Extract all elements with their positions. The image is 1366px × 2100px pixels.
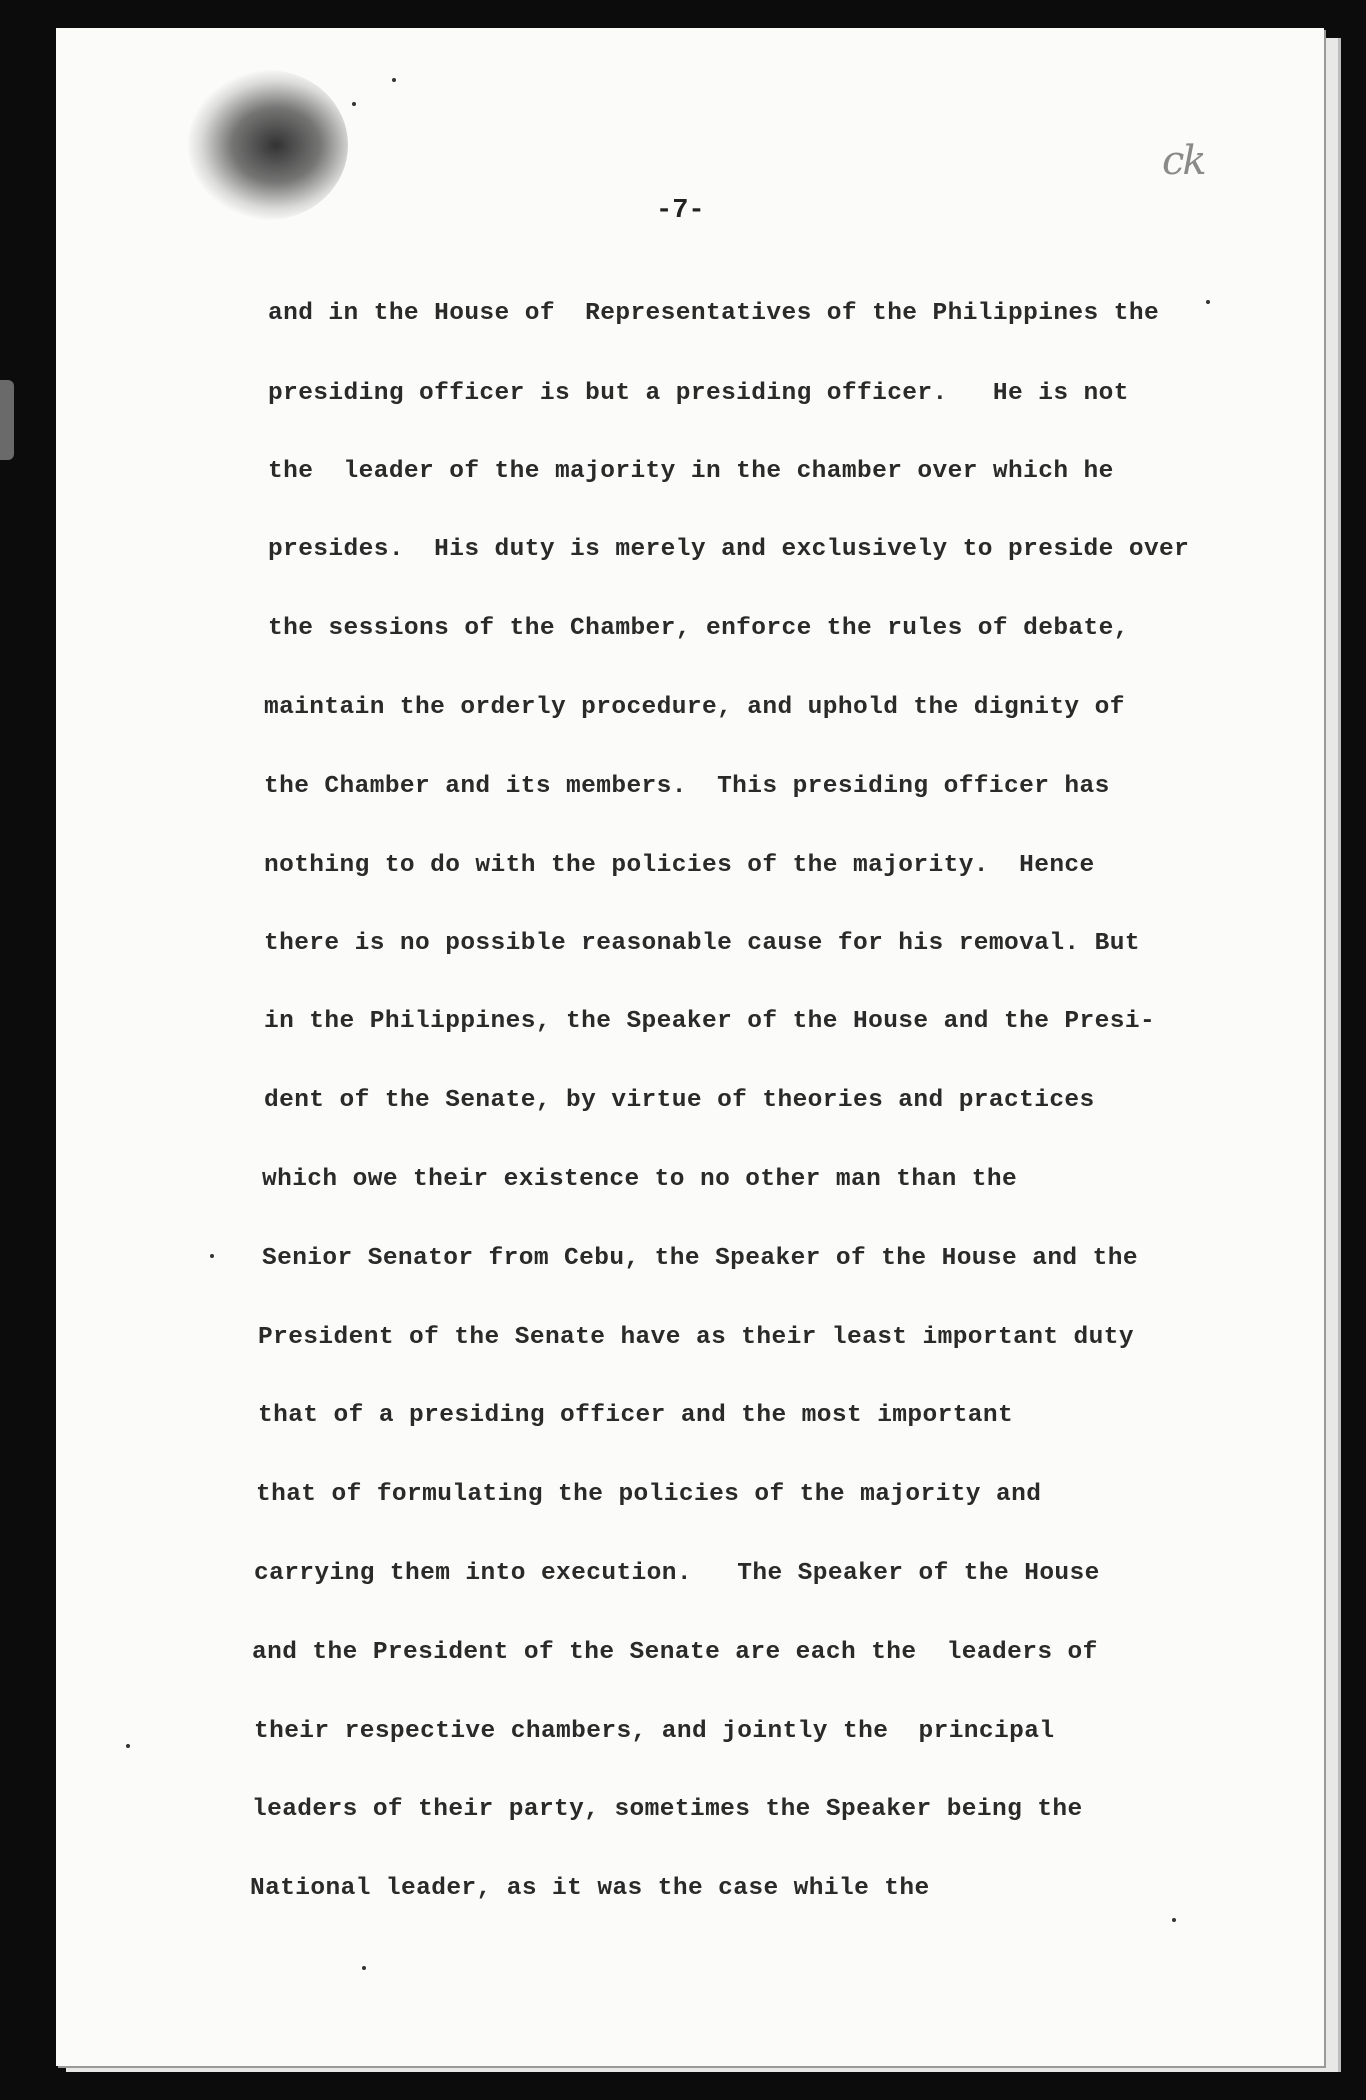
text-line: National leader, as it was the case while the — [250, 1875, 930, 1902]
text-line: carrying them into execution. The Speaker of the House — [254, 1560, 1100, 1587]
speck — [210, 1254, 214, 1258]
speck — [1206, 300, 1210, 304]
text-line: and in the House of Representatives of the Philippines the — [268, 300, 1160, 327]
text-line: which owe their existence to no other man than the — [262, 1166, 1018, 1193]
text-line: dent of the Senate, by virtue of theories and practices — [264, 1087, 1095, 1114]
document-page — [56, 28, 1324, 2066]
speck — [1172, 1918, 1176, 1922]
text-line: presides. His duty is merely and exclusively to preside over — [268, 536, 1190, 563]
speck — [126, 1744, 130, 1748]
text-line: leaders of their party, sometimes the Speaker being the — [252, 1796, 1083, 1823]
speck — [392, 78, 396, 82]
text-line: the sessions of the Chamber, enforce the rules of debate, — [268, 615, 1129, 642]
text-line: and the President of the Senate are each the leaders of — [252, 1639, 1098, 1666]
text-line: that of a presiding officer and the most important — [258, 1402, 1014, 1429]
text-line: the Chamber and its members. This presiding officer has — [264, 773, 1110, 800]
text-line: Senior Senator from Cebu, the Speaker of the House and the — [262, 1245, 1138, 1272]
text-line: the leader of the majority in the chamber over which he — [268, 458, 1114, 485]
text-line: nothing to do with the policies of the majority. Hence — [264, 852, 1095, 879]
text-line: President of the Senate have as their least important duty — [258, 1324, 1134, 1351]
text-line: there is no possible reasonable cause for his removal. But — [264, 930, 1140, 957]
ink-smudge — [188, 70, 348, 220]
text-line: their respective chambers, and jointly the principal — [254, 1718, 1055, 1745]
text-line: presiding officer is but a presiding officer. He is not — [268, 380, 1129, 407]
binding-clip — [0, 380, 14, 460]
text-line: that of formulating the policies of the majority and — [256, 1481, 1042, 1508]
corner-handwritten-mark: ck — [1162, 138, 1205, 184]
text-line: maintain the orderly procedure, and uphold the dignity of — [264, 694, 1125, 721]
page-number: -7- — [656, 196, 705, 226]
speck — [362, 1966, 366, 1970]
speck — [352, 102, 356, 106]
text-line: in the Philippines, the Speaker of the House and the Presi- — [264, 1008, 1156, 1035]
